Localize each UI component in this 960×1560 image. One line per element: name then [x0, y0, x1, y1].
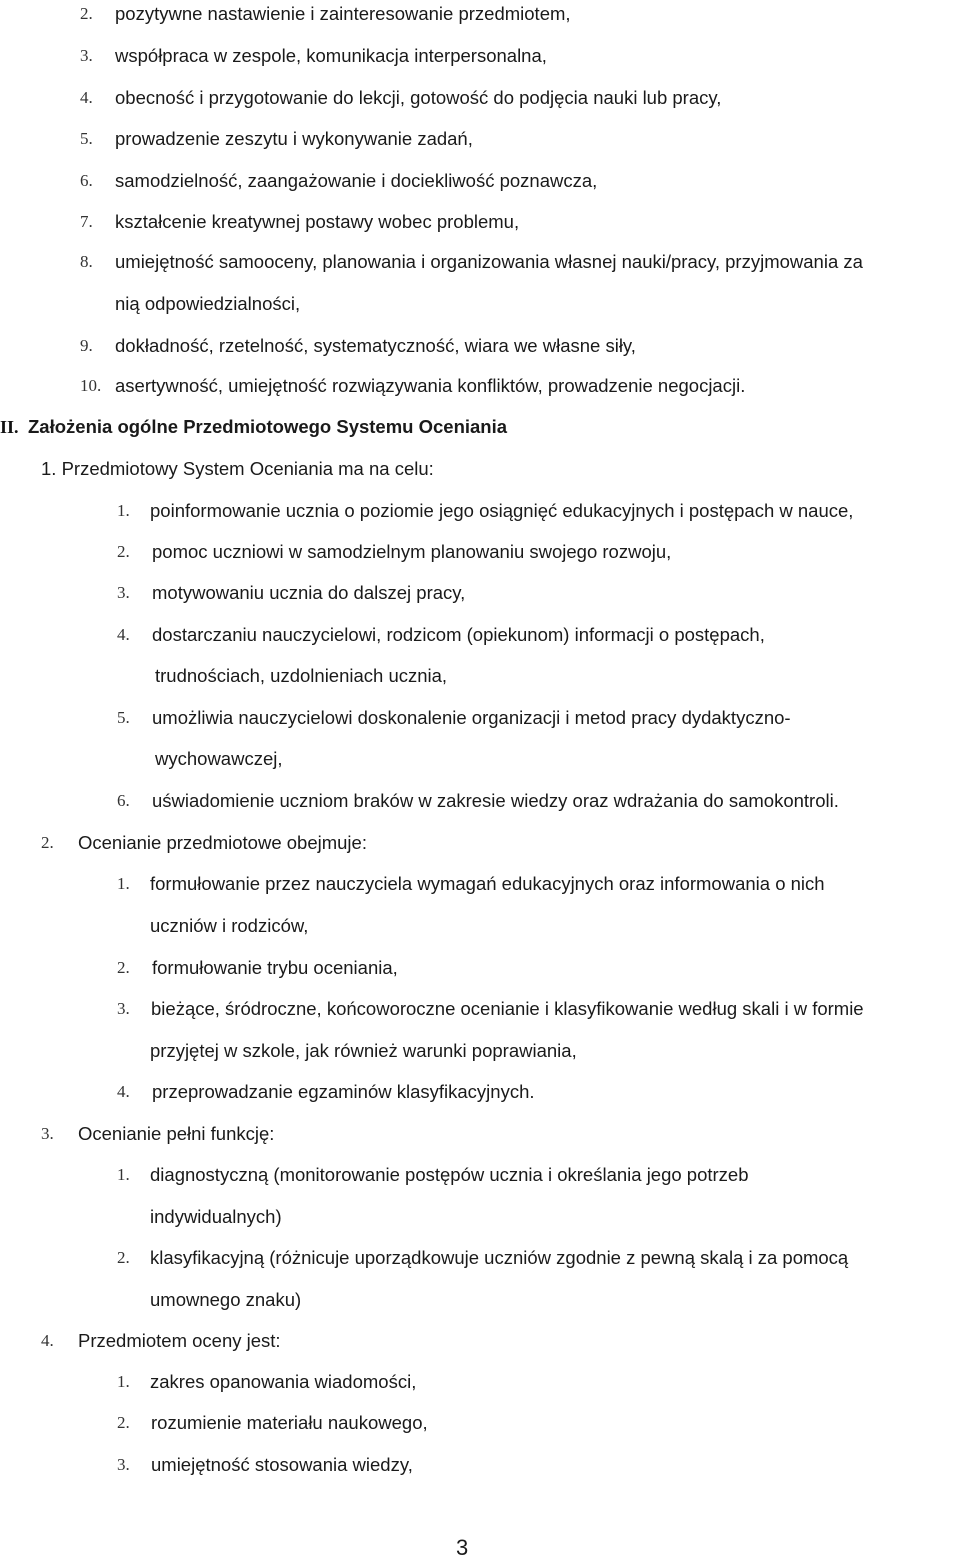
- list-item-text: pozytywne nastawienie i zainteresowanie przedmiotem,: [115, 3, 571, 24]
- list-item-text: Ocenianie przedmiotowe obejmuje:: [78, 832, 367, 853]
- list-item-text: uświadomienie uczniom braków w zakresie wiedzy oraz wdrażania do samokontroli.: [152, 790, 839, 811]
- list-item-text: wychowawczej,: [155, 748, 283, 769]
- list-item-text: Ocenianie pełni funkcję:: [78, 1123, 275, 1144]
- list-item-number: 9.: [80, 336, 93, 355]
- list-item-text: Przedmiotem oceny jest:: [78, 1330, 281, 1351]
- list-item-number: 4.: [117, 625, 130, 644]
- list-item-number: 1.: [117, 1372, 130, 1391]
- list-item-text: trudnościach, uzdolnieniach ucznia,: [155, 665, 448, 686]
- list-item-text: prowadzenie zeszytu i wykonywanie zadań,: [115, 128, 473, 149]
- list-item-text: uczniów i rodziców,: [150, 915, 309, 936]
- list-item-text: formułowanie trybu oceniania,: [152, 957, 398, 978]
- list-item-text: umownego znaku): [150, 1289, 302, 1310]
- list-item-number: 5.: [117, 708, 130, 727]
- section-title: Założenia ogólne Przedmiotowego Systemu Oceniania: [28, 416, 508, 437]
- list-item-number: 2.: [117, 1248, 130, 1267]
- list-item-text: diagnostyczną (monitorowanie postępów ucznia i określania jego potrzeb: [150, 1164, 749, 1185]
- section-number: II.: [0, 417, 19, 437]
- list-item-text: dokładność, rzetelność, systematyczność, wiara we własne siły,: [115, 335, 636, 356]
- list-item-number: 4.: [80, 88, 93, 107]
- list-item-number: 3.: [117, 1455, 130, 1474]
- list-item-text: pomoc uczniowi w samodzielnym planowaniu swojego rozwoju,: [152, 541, 672, 562]
- list-item-text: asertywność, umiejętność rozwiązywania konfliktów, prowadzenie negocjacji.: [115, 375, 746, 396]
- list-item-number: 3.: [41, 1124, 54, 1143]
- list-item-text: formułowanie przez nauczyciela wymagań edukacyjnych oraz informowania o nich: [150, 873, 825, 894]
- list-item-number: 4.: [41, 1331, 54, 1350]
- list-item-text: klasyfikacyjną (różnicuje uporządkowuje uczniów zgodnie z pewną skalą i za pomocą: [150, 1247, 849, 1268]
- list-item-number: 7.: [80, 212, 93, 231]
- list-item-text: obecność i przygotowanie do lekcji, gotowość do podjęcia nauki lub pracy,: [115, 87, 722, 108]
- list-item-number: 3.: [80, 46, 93, 65]
- list-item-number: 2.: [80, 4, 93, 23]
- list-item-number: 2.: [41, 833, 54, 852]
- list-item-text: przeprowadzanie egzaminów klasyfikacyjnych.: [152, 1081, 535, 1102]
- list-item-text: bieżące, śródroczne, końcoworoczne ocenianie i klasyfikowanie według skali i w formie: [151, 998, 864, 1019]
- list-item-number: 1.: [117, 1165, 130, 1184]
- list-item-text: dostarczaniu nauczycielowi, rodzicom (opiekunom) informacji o postępach,: [152, 624, 765, 645]
- list-item-text: zakres opanowania wiadomości,: [150, 1371, 417, 1392]
- list-item-text: motywowaniu ucznia do dalszej pracy,: [152, 582, 466, 603]
- list-item-text: umożliwia nauczycielowi doskonalenie organizacji i metod pracy dydaktyczno-: [152, 707, 791, 728]
- list-item-text: poinformowanie ucznia o poziomie jego osiągnięć edukacyjnych i postępach w nauce,: [150, 500, 854, 521]
- list-item-text: indywidualnych): [150, 1206, 282, 1227]
- list-item-number: 2.: [117, 958, 130, 977]
- list-item-number: 3.: [117, 999, 130, 1018]
- list-item-number: 1.: [117, 501, 130, 520]
- list-item-text: umiejętność samooceny, planowania i organizowania własnej nauki/pracy, przyjmowania za: [115, 251, 863, 272]
- list-item-text: kształcenie kreatywnej postawy wobec problemu,: [115, 211, 520, 232]
- list-item-number: 4.: [117, 1082, 130, 1101]
- list-item-number: 5.: [80, 129, 93, 148]
- list-item-text: współpraca w zespole, komunikacja interpersonalna,: [115, 45, 547, 66]
- list-item-text: umiejętność stosowania wiedzy,: [151, 1454, 413, 1475]
- list-item-text: samodzielność, zaangażowanie i dociekliwość poznawcza,: [115, 170, 598, 191]
- page-number: 3: [456, 1535, 469, 1560]
- list-item-number: 6.: [80, 171, 93, 190]
- list-item-number: 8.: [80, 252, 93, 271]
- list-item-number: 2.: [117, 1413, 130, 1432]
- list-item-text: rozumienie materiału naukowego,: [151, 1412, 428, 1433]
- list-item-text: przyjętej w szkole, jak również warunki poprawiania,: [150, 1040, 577, 1061]
- list-item-text: nią odpowiedzialności,: [115, 293, 301, 314]
- list-item-number: 2.: [117, 542, 130, 561]
- list-item-number: 3.: [117, 583, 130, 602]
- list-item-number: 1.: [117, 874, 130, 893]
- list-item-number: 6.: [117, 791, 130, 810]
- list-item-number: 10.: [80, 376, 102, 395]
